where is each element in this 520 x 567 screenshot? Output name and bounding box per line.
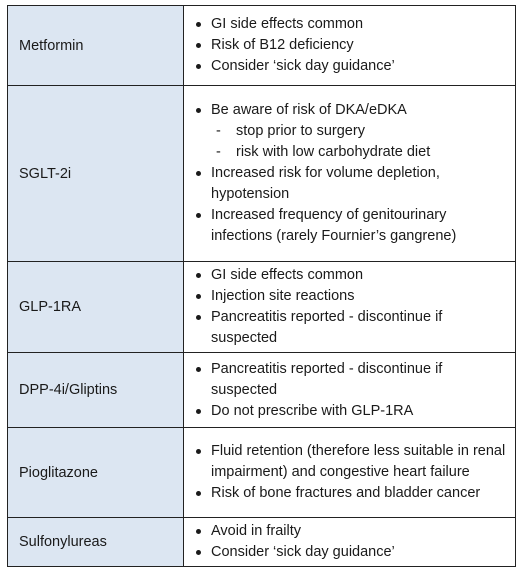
- note-item: GI side effects common: [192, 14, 511, 35]
- drug-caution-table: [7, 5, 516, 567]
- notes-cell-glp1ra: [184, 262, 516, 353]
- sub-note-item: - stop prior to surgery: [192, 121, 511, 142]
- table-row: [8, 518, 516, 567]
- table-row: [8, 262, 516, 353]
- note-text: Be aware of risk of DKA/eDKA: [211, 102, 407, 118]
- drug-cell-dpp4i: DPP-4i/Gliptins: [8, 353, 184, 428]
- table-row: [8, 353, 516, 428]
- drug-cell-metformin: Metformin: [8, 6, 184, 86]
- note-item: Consider ‘sick day guidance’: [192, 56, 511, 77]
- note-item: Injection site reactions: [192, 286, 511, 307]
- note-item: Increased frequency of genitourinary infections (rarely Fournier’s gangrene): [192, 205, 511, 247]
- table-row: [8, 86, 516, 262]
- drug-cell-pioglitazone: Pioglitazone: [8, 428, 184, 518]
- note-item: Increased risk for volume depletion, hypotension: [192, 163, 511, 205]
- notes-cell-sulfonylureas: [184, 518, 516, 567]
- table-row: [8, 428, 516, 518]
- notes-cell-metformin: [184, 6, 516, 86]
- note-item: Risk of bone fractures and bladder cancer: [192, 483, 511, 504]
- note-item: GI side effects common: [192, 265, 511, 286]
- notes-cell-sglt2i: [184, 86, 516, 262]
- table-row: [8, 6, 516, 86]
- drug-cell-sulfonylureas: Sulfonylureas: [8, 518, 184, 567]
- notes-cell-pioglitazone: [184, 428, 516, 518]
- sub-note-item: - risk with low carbohydrate diet: [192, 142, 511, 163]
- note-item: [192, 100, 511, 163]
- note-item: Avoid in frailty: [192, 521, 511, 542]
- drug-cell-glp1ra: GLP-1RA: [8, 262, 184, 353]
- note-item: Pancreatitis reported - discontinue if suspected: [192, 307, 511, 349]
- note-item: Pancreatitis reported - discontinue if suspected: [192, 359, 511, 401]
- note-item: Fluid retention (therefore less suitable in renal impairment) and congestive heart failure: [192, 441, 511, 483]
- notes-cell-dpp4i: [184, 353, 516, 428]
- note-item: Consider ‘sick day guidance’: [192, 542, 511, 563]
- note-item: Do not prescribe with GLP-1RA: [192, 401, 511, 422]
- drug-cell-sglt2i: SGLT-2i: [8, 86, 184, 262]
- note-item: Risk of B12 deficiency: [192, 35, 511, 56]
